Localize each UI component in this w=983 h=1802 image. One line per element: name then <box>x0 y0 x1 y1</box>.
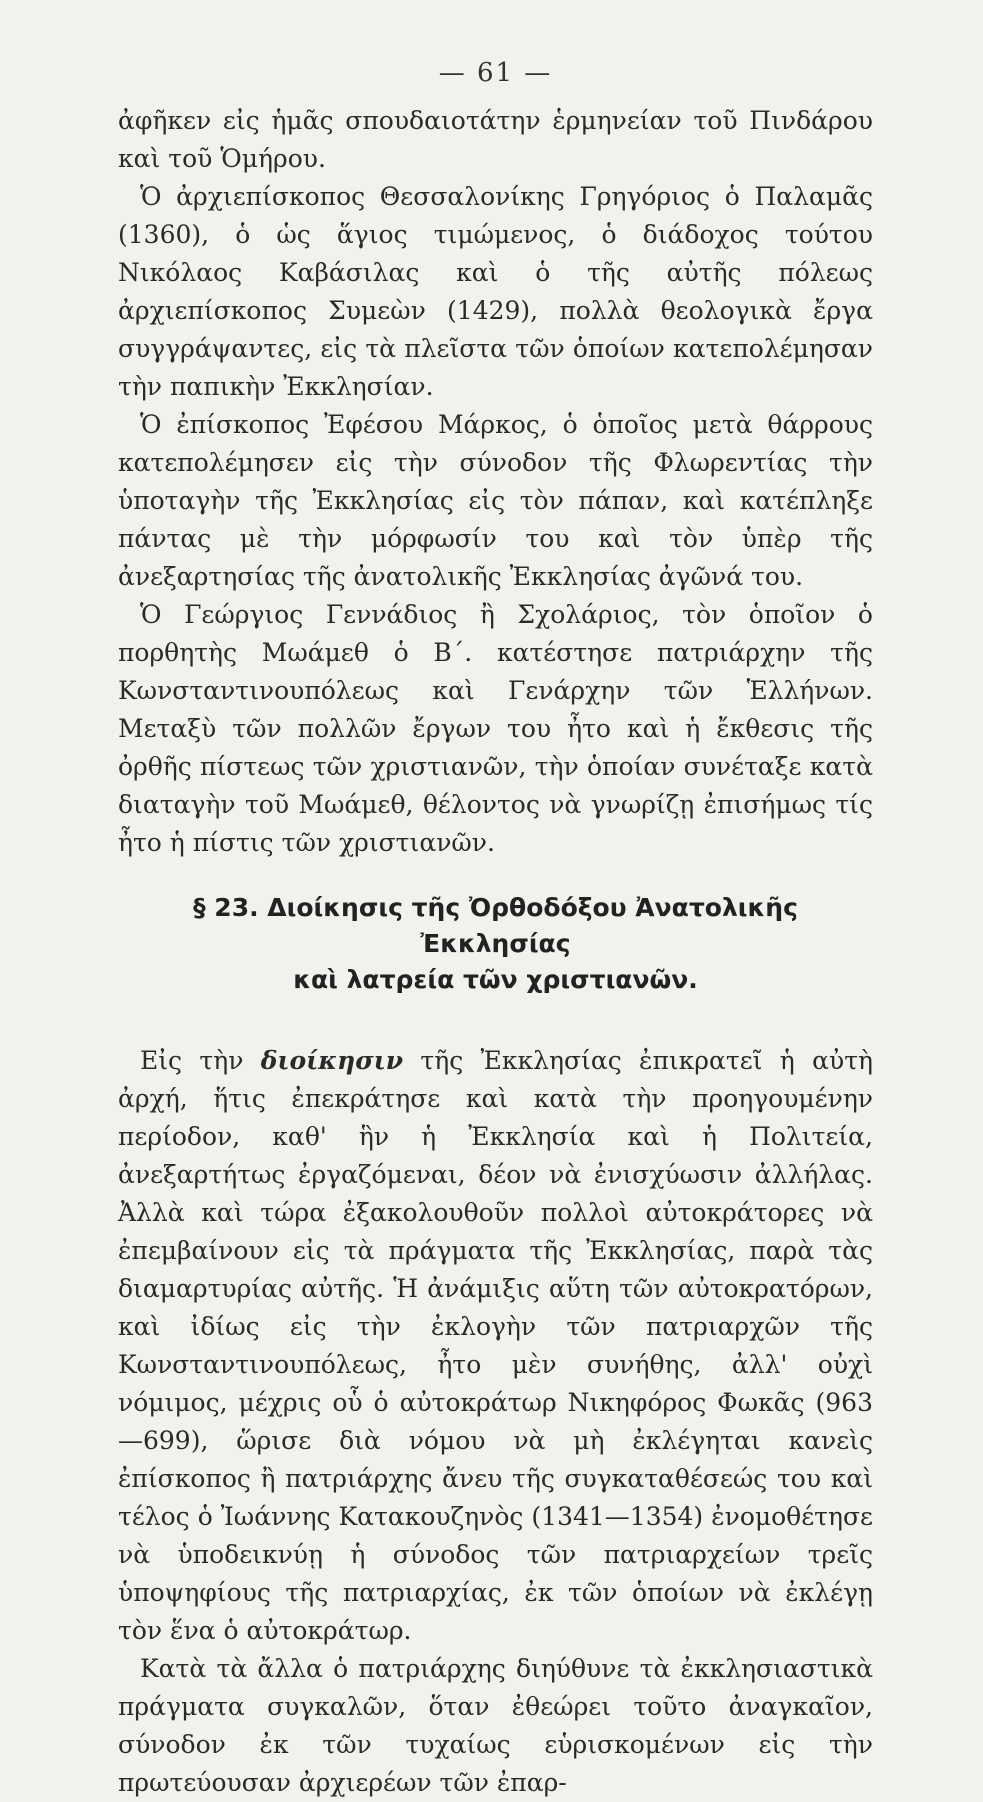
paragraph-markos: Ὁ ἐπίσκοπος Ἐφέσου Μάρκος, ὁ ὁποῖος μετὰ θάρρους κατεπολέμησεν εἰς τὴν σύνοδον τῆς Φλωρεντίας τὴν ὑποταγὴν τῆς Ἐκκλησίας εἰς τὸν πάπαν, καὶ κατέπληξε πάντας μὲ τὴν μόρφωσίν του καὶ τὸν ὑπὲρ τῆς ἀνεξαρτησίας τῆς ἀνατολικῆς Ἐκκλησίας ἀγῶνά του. <box>118 410 873 591</box>
paragraph-administration-start: Εἰς τὴν <box>140 1046 244 1075</box>
emphasized-term: διοίκησιν <box>260 1046 404 1075</box>
paragraph-administration-rest: τῆς Ἐκκλησίας ἐπικρατεῖ ἡ αὐτὴ ἀρχή, ἥτις ἐπεκράτησε καὶ κατὰ τὴν προηγουμένην περίοδον, καθ' ἣν ἡ Ἐκκλησία καὶ ἡ Πολιτεία, ἀνεξαρτήτως ἐργαζόμεναι, δέον νὰ ἐνισχύωσιν ἀλλήλας. Ἀλλὰ καὶ τώρα ἐξακολουθοῦν πολλοὶ αὐτοκράτορες νὰ ἐπεμβαίνουν εἰς τὰ πράγματα τῆς Ἐκκλησίας, παρὰ τὰς διαμαρτυρίας αὐτῆς. Ἡ ἀνάμιξις αὕτη τῶν αὐτοκρατόρων, καὶ ἰδίως εἰς τὴν ἐκλογὴν τῶν πατριαρχῶν τῆς Κωνσταντινουπόλεως, ἦτο μὲν συνήθης, ἀλλ' οὐχὶ νόμιμος, μέχρις οὗ ὁ αὐτοκράτωρ Νικηφόρος Φωκᾶς (963—699), ὥρισε διὰ νόμου νὰ μὴ ἐκλέγηται κανεὶς ἐπίσκοπος ἢ πατριάρχης ἄνευ τῆς συγκαταθέσεώς του καὶ τέλος ὁ Ἰωάννης Κατακουζηνὸς (1341—1354) ἐνομοθέτησε νὰ ὑποδεικνύῃ ἡ σύνοδος τῶν πατριαρχείων τρεῖς ὑποψηφίους τῆς πατριαρχίας, ἐκ τῶν ὁποίων νὰ ἐκλέγῃ τὸν ἕνα ὁ αὐτοκράτωρ. <box>118 1046 873 1645</box>
page-number: — 61 — <box>438 58 553 88</box>
paragraph-patriarch: Κατὰ τὰ ἄλλα ὁ πατριάρχης διηύθυνε τὰ ἐκκλησιαστικὰ πράγματα συγκαλῶν, ὅταν ἐθεώρει τοῦτο ἀναγκαῖον, σύνοδον ἐκ τῶν τυχαίως εὑρισκομένων εἰς τὴν πρωτεύουσαν ἀρχιερέων τῶν ἐπαρ- <box>118 1654 873 1797</box>
paragraph-intro: ἀφῆκεν εἰς ἡμᾶς σπουδαιοτάτην ἑρμηνείαν τοῦ Πινδάρου καὶ τοῦ Ὁμήρου. <box>118 106 873 173</box>
paragraph-gennadios: Ὁ Γεώργιος Γεννάδιος ἢ Σχολάριος, τὸν ὁποῖον ὁ πορθητὴς Μωάμεθ ὁ Β΄. κατέστησε πατριάρχην τῆς Κωνσταντινουπόλεως καὶ Γενάρχην τῶν Ἑλλήνων. Μεταξὺ τῶν πολλῶν ἔργων του ἦτο καὶ ἡ ἔκθεσις τῆς ὀρθῆς πίστεως τῶν χριστιανῶν, τὴν ὁποίαν συνέταξε κατὰ διαταγὴν τοῦ Μωάμεθ, θέλοντος νὰ γνωρίζῃ ἐπισήμως τίς ἦτο ἡ πίστις τῶν χριστιανῶν. <box>118 600 873 857</box>
paragraph-administration <box>118 1042 873 1650</box>
section-heading <box>118 890 873 998</box>
paragraph-palamas: Ὁ ἀρχιεπίσκοπος Θεσσαλονίκης Γρηγόριος ὁ Παλαμᾶς (1360), ὁ ὡς ἅγιος τιμώμενος, ὁ διάδοχος τούτου Νικόλαος Καβάσιλας καὶ ὁ τῆς αὐτῆς πόλεως ἀρχιεπίσκοπος Συμεὼν (1429), πολλὰ θεολογικὰ ἔργα συγγράψαντες, εἰς τὰ πλεῖστα τῶν ὁποίων κατεπολέμησαν τὴν παπικὴν Ἐκκλησίαν. <box>118 182 873 401</box>
section-heading-line2: καὶ λατρεία τῶν χριστιανῶν. <box>293 965 698 994</box>
section-heading-line1: § 23. Διοίκησις τῆς Ὀρθοδόξου Ἀνατολικῆς Ἐκκλησίας <box>193 893 798 958</box>
